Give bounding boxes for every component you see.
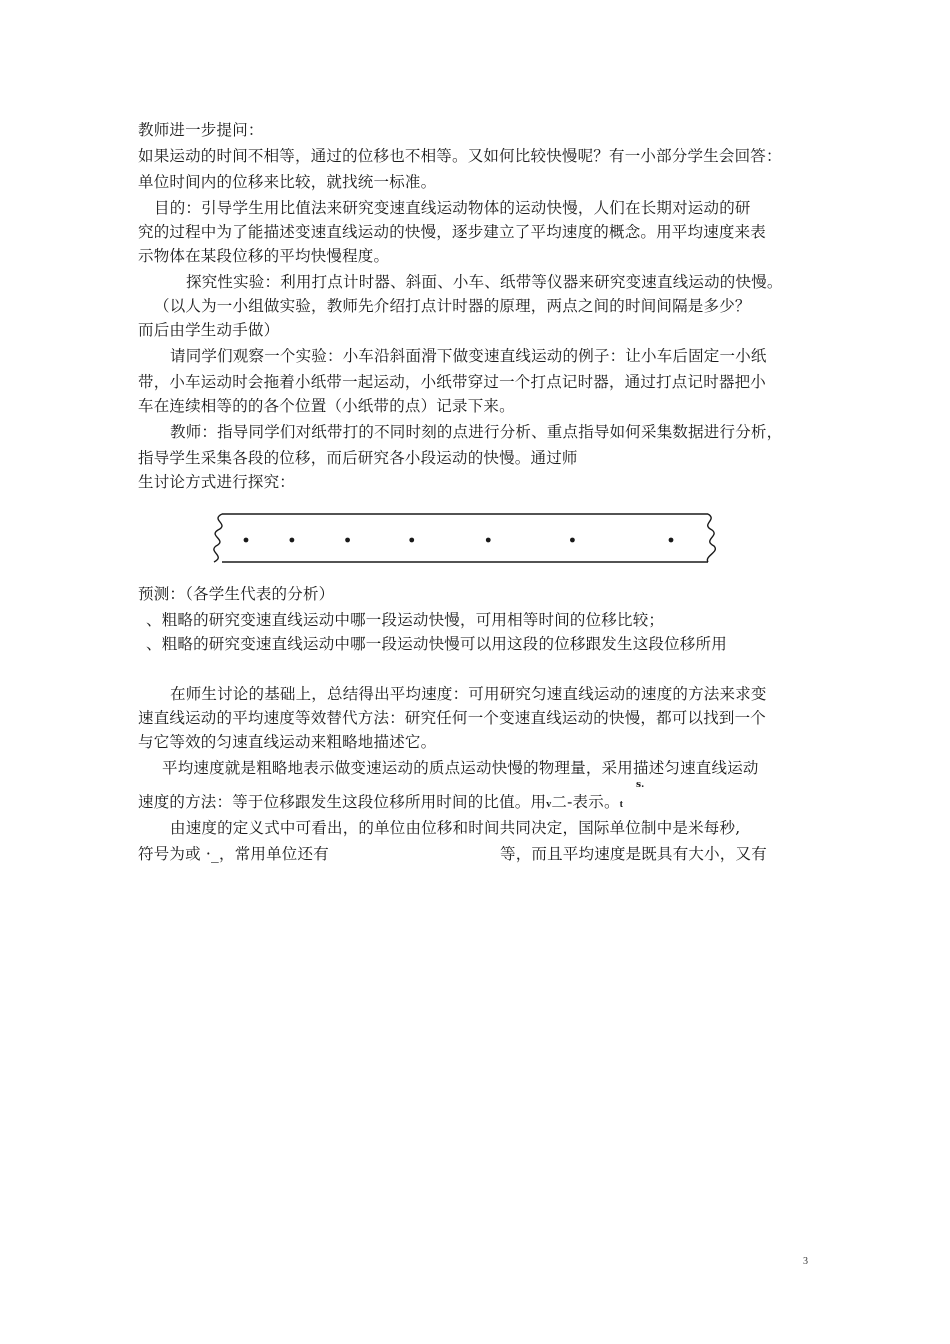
paragraph-line: 教师：指导同学们对纸带打的不同时刻的点进行分析、重点指导如何采集数据进行分析，: [170, 423, 783, 441]
formula-expression: 二-表示。: [551, 793, 620, 811]
paper-tape-diagram: [208, 508, 718, 568]
tape-dot: [290, 538, 295, 543]
paragraph-line: 、粗略的研究变速直线运动中哪一段运动快慢可以用这段的位移跟发生这段位移所用: [146, 635, 727, 653]
paragraph-line: 示物体在某段位移的平均快慢程度。: [138, 247, 390, 265]
paragraph-line: 等，而且平均速度是既具有大小，又有: [500, 845, 767, 863]
paragraph-line: 、粗略的研究变速直线运动中哪一段运动快慢，可用相等时间的位移比较；: [146, 611, 665, 629]
velocity-symbol: v: [546, 799, 552, 810]
paragraph-line: 探究性实验：利用打点计时器、斜面、小车、纸带等仪器来研究变速直线运动的快慢。: [186, 273, 783, 291]
paragraph-line: 与它等效的匀速直线运动来粗略地描述它。: [138, 733, 437, 751]
paragraph-line: 符号为或 ·_，常用单位还有: [138, 845, 329, 863]
paragraph-line: 教师进一步提问：: [138, 121, 264, 139]
paragraph-line: 请同学们观察一个实验：小车沿斜面滑下做变速直线运动的例子：让小车后固定一小纸: [170, 347, 767, 365]
displacement-symbol: s.: [636, 780, 645, 790]
paragraph-line: 由速度的定义式中可看出，的单位由位移和时间共同决定，国际单位制中是米每秒,: [170, 819, 741, 837]
paragraph-line: 车在连续相等的的各个位置（小纸带的点）记录下来。: [138, 397, 515, 415]
paragraph-line: 平均速度就是粗略地表示做变速运动的质点运动快慢的物理量，采用描述匀速直线运动: [162, 759, 759, 777]
tape-dot: [244, 538, 249, 543]
tape-dot: [409, 538, 414, 543]
paragraph-line: 速直线运动的平均速度等效替代方法：研究任何一个变速直线运动的快慢，都可以找到一个: [138, 709, 767, 727]
tape-dot: [486, 538, 491, 543]
paragraph-line: （以人为一小组做实验，教师先介绍打点计时器的原理，两点之间的时间间隔是多少？: [154, 297, 751, 315]
tape-dot: [570, 538, 575, 543]
paragraph-line: 带，小车运动时会拖着小纸带一起运动，小纸带穿过一个打点记时器，通过打点记时器把小: [138, 373, 767, 391]
paragraph-line: 指导学生采集各段的位移，而后研究各小段运动的快慢。通过师: [138, 449, 578, 467]
paragraph-line: 生讨论方式进行探究：: [138, 473, 296, 491]
paragraph-line: 目的：引导学生用比值法来研究变速直线运动物体的运动快慢，人们在长期对运动的研: [154, 199, 751, 217]
paragraph-line: 如果运动的时间不相等，通过的位移也不相等。又如何比较快慢呢？有一小部分学生会回答：: [138, 147, 782, 165]
paragraph-line: 单位时间内的位移来比较，就找统一标准。: [138, 173, 437, 191]
page-number: 3: [803, 1256, 808, 1267]
paragraph-line: 预测：（各学生代表的分析）: [138, 585, 335, 603]
time-symbol: t: [619, 799, 624, 810]
tape-dot: [345, 538, 350, 543]
tape-right-tear: [707, 514, 715, 562]
tape-dots: [244, 538, 674, 543]
paragraph-line: 而后由学生动手做）: [138, 321, 280, 339]
paragraph-line: 究的过程中为了能描述变速直线运动的快慢，逐步建立了平均速度的概念。用平均速度来表: [138, 223, 767, 241]
tape-left-tear: [214, 514, 222, 562]
tape-dot: [669, 538, 674, 543]
formula-text: 速度的方法：等于位移跟发生这段位移所用时间的比值。用: [138, 793, 547, 811]
formula-line: [138, 792, 623, 815]
paragraph-line: 在师生讨论的基础上，总结得出平均速度：可用研究匀速直线运动的速度的方法来求变: [170, 685, 767, 703]
